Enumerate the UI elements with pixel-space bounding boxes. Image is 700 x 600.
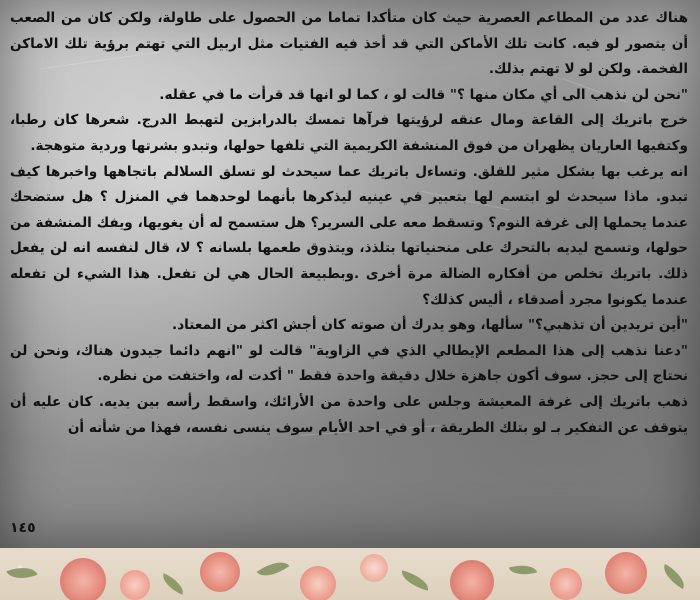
rose-decoration [120,570,150,600]
rose-decoration [450,560,494,600]
body-text [10,6,688,518]
rose-decoration [200,552,240,592]
floral-border [0,548,700,600]
leaf-decoration [257,555,290,584]
paragraph-1: هناك عدد من المطاعم العصرية حيث كان متأكدا تماما من الحصول على طاولة، ولكن كان من الصعب أن يتصور لو فيه. كانت تلك الأماكن التي قد أخذ فيه الفتيات مثل اربيل التي تهتم برؤية تلك الاماكن الفخمة. ولكن لو لا تهتم بذلك. [10,10,688,78]
leaf-decoration [399,570,431,590]
rose-decoration [605,552,647,594]
paragraph-2: "نحن لن نذهب الى أي مكان منها ؟" قالت لو ، كما لو انها قد قرأت ما في عقله. [159,86,688,103]
paragraph-6: "دعنا نذهب إلى هذا المطعم الإيطالي الذي في الزاوية" قالت لو "انهم دائما جيدون هناك، ونحن لن نحتاج إلى حجز. سوف أكون جاهزة خلال دقيقة واحدة فقط " أكدت له، واختفت من نظره. [10,342,688,385]
rose-decoration [60,558,106,600]
rose-decoration [300,566,336,600]
rose-decoration [550,568,582,600]
rose-decoration [360,554,388,582]
leaf-decoration [509,561,537,579]
paragraph-5: "أين تريدين أن تذهبي؟" سألها، وهو يدرك أن صوته كان أجش اكثر من المعتاد. [172,317,688,334]
paragraph-7: ذهب باتريك إلى غرفة المعيشة وجلس على واحدة من الأرائك، واسقط رأسه بين يديه. كان عليه أن يتوقف عن التفكير بـ لو بتلك الطريقة ، أو في احد الأيام سوف ينسى نفسه، فهذا من شأنه أن [10,393,688,436]
leaf-decoration [6,562,37,585]
paragraph-4: انه يرغب بها بشكل مثير للقلق. وتساءل باتريك عما سيحدث لو تسلق السلالم باتجاهها واخبرها كيف تبدو. ماذا سيحدث لو ابتسم لها بتعبير في عينيه ليذكرها بأنهما لوحدهما في المنزل ؟ هل ستضحك عندما يحملها إلى غرفة النوم؟ وتسقط معه على السرير؟ هل ستسمح له أن يغويها، ويفك المنشفة من حولها، وتسمح ليديه بالتحرك على منحنياتها بتلذذ، ويتذوق طعمها بلسانه ؟ لا، قال لنفسه انه لن يفعل ذلك. باتريك تخلص من أفكاره الضالة مرة أخرى .وبطبيعة الحال هي لن تفعل. هذا الشيء لن تفعله عندما يكونوا مجرد أصدقاء ، أليس كذلك؟ [10,163,688,308]
page-number: ١٤٥ [10,520,36,536]
leaf-decoration [659,564,690,589]
paragraph-3: خرج باتريك إلى القاعة ومال عنقه لرؤيتها فرآها تمسك بالدرابزين لتهبط الدرج. شعرها كان رطبا، وكتفيها العاريان يظهران من فوق المنشفة الكريمية التي تلفها حولها، وتبدو بشرتها وردية متوهجة. [10,112,688,154]
leaf-decoration [159,573,188,595]
